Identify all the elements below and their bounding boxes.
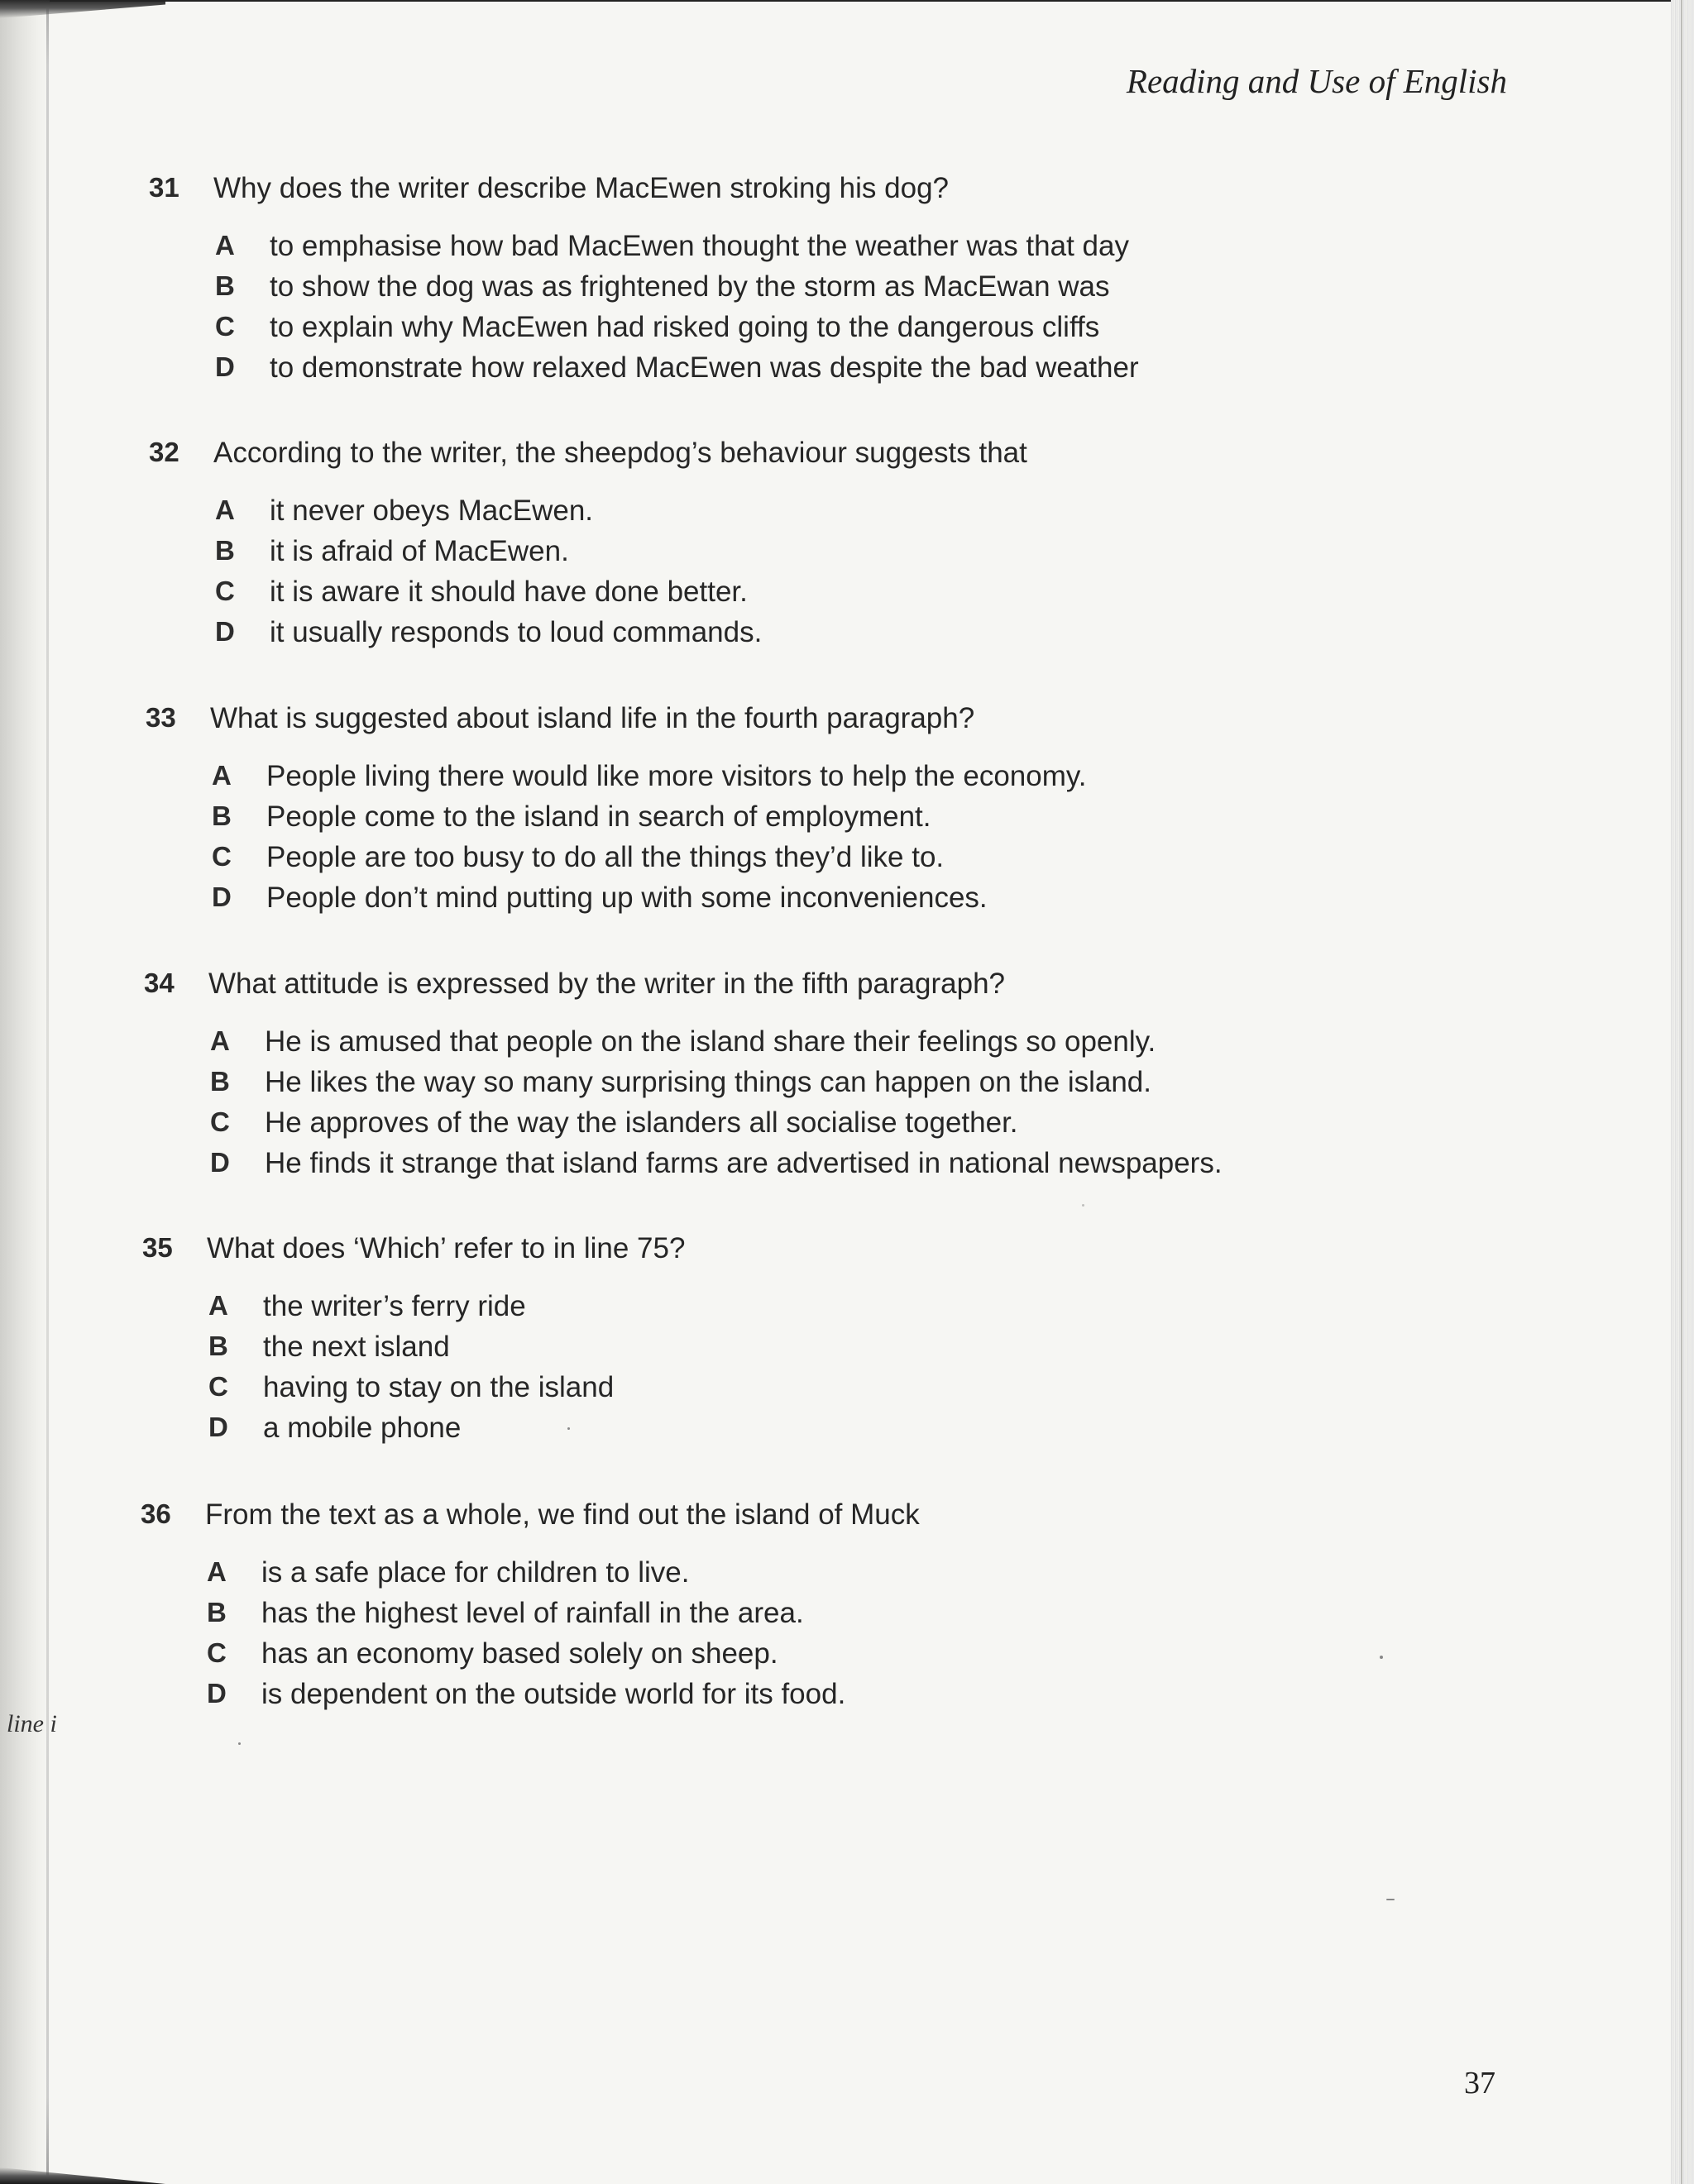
question-text: What does ‘Which’ refer to in line 75?: [207, 1232, 686, 1264]
answer-options: [149, 230, 1431, 392]
question-number: 35: [142, 1232, 173, 1263]
answer-options: [146, 760, 1428, 922]
option-text: has the highest level of rainfall in the area.: [261, 1597, 804, 1629]
option-letter: D: [208, 1412, 228, 1442]
option-letter: B: [210, 1066, 230, 1097]
option-text: has an economy based solely on sheep.: [261, 1637, 778, 1670]
option-c: [146, 841, 1428, 882]
option-text: People don’t mind putting up with some inconveniences.: [266, 882, 988, 914]
option-text: to emphasise how bad MacEwen thought the weather was that day: [270, 230, 1129, 262]
option-a: [149, 495, 1431, 535]
option-text: He approves of the way the islanders all socialise together.: [265, 1106, 1018, 1139]
question-text: Why does the writer describe MacEwen stroking his dog?: [213, 172, 950, 204]
question-text: What is suggested about island life in the fourth paragraph?: [210, 702, 975, 734]
option-text: He is amused that people on the island share their feelings so openly.: [265, 1025, 1156, 1058]
answer-options: [144, 1025, 1426, 1188]
option-letter: D: [215, 351, 235, 382]
question-32: [149, 437, 1431, 657]
option-a: [144, 1025, 1426, 1066]
option-letter: C: [215, 576, 235, 606]
option-text: to explain why MacEwen had risked going to the dangerous cliffs: [270, 311, 1100, 343]
option-b: [141, 1597, 1423, 1637]
option-text: it is aware it should have done better.: [270, 576, 748, 608]
scan-speck: [238, 1742, 241, 1745]
section-header: Reading and Use of English: [1126, 62, 1507, 100]
option-letter: B: [212, 800, 232, 831]
book-spine-shadow: [0, 0, 51, 2184]
option-text: having to stay on the island: [263, 1371, 615, 1403]
option-text: He likes the way so many surprising things can happen on the island.: [265, 1066, 1151, 1098]
answer-options: [149, 495, 1431, 657]
option-text: People come to the island in search of employment.: [266, 800, 931, 833]
question-31: [149, 172, 1431, 392]
option-d: [141, 1678, 1423, 1718]
option-a: [146, 760, 1428, 800]
option-b: [149, 270, 1431, 311]
option-text: is dependent on the outside world for its food.: [261, 1678, 846, 1710]
option-letter: A: [212, 760, 232, 791]
option-a: [142, 1290, 1424, 1331]
scan-corner-top: [0, 0, 165, 18]
answer-options: [142, 1290, 1424, 1452]
option-letter: A: [215, 230, 235, 260]
answer-options: [141, 1556, 1423, 1718]
book-spine-edge: [46, 0, 49, 2184]
question-34: [144, 968, 1426, 1188]
option-letter: C: [215, 311, 235, 342]
option-a: [141, 1556, 1423, 1597]
option-letter: A: [208, 1290, 228, 1321]
option-letter: A: [207, 1556, 227, 1587]
option-c: [144, 1106, 1426, 1147]
option-text: a mobile phone: [263, 1412, 462, 1444]
option-text: it never obeys MacEwen.: [270, 495, 594, 527]
option-letter: B: [215, 535, 235, 566]
option-letter: D: [215, 616, 235, 647]
option-letter: A: [210, 1025, 230, 1056]
option-c: [141, 1637, 1423, 1678]
option-text: the writer’s ferry ride: [263, 1290, 526, 1322]
option-c: [149, 311, 1431, 351]
option-d: [149, 351, 1431, 392]
option-letter: C: [210, 1106, 230, 1137]
question-36: [141, 1498, 1423, 1718]
option-letter: D: [207, 1678, 227, 1708]
option-letter: C: [212, 841, 232, 872]
scan-speck: [1380, 1656, 1383, 1659]
option-text: People living there would like more visitors to help the economy.: [266, 760, 1087, 792]
option-d: [144, 1147, 1426, 1188]
option-c: [142, 1371, 1424, 1412]
option-letter: C: [207, 1637, 227, 1668]
option-text: it is afraid of MacEwen.: [270, 535, 569, 567]
option-d: [142, 1412, 1424, 1452]
option-text: He finds it strange that island farms are advertised in national newspapers.: [265, 1147, 1223, 1179]
option-text: People are too busy to do all the things they’d like to.: [266, 841, 945, 873]
question-number: 36: [141, 1498, 171, 1529]
option-letter: C: [208, 1371, 228, 1402]
question-text: What attitude is expressed by the writer in the fifth paragraph?: [208, 968, 1006, 1000]
scan-speck: [567, 1427, 570, 1430]
option-letter: B: [208, 1331, 228, 1361]
option-letter: B: [215, 270, 235, 301]
option-text: is a safe place for children to live.: [261, 1556, 690, 1589]
page-stack-edge: [1671, 0, 1694, 2184]
question-text: According to the writer, the sheepdog’s behaviour suggests that: [213, 437, 1027, 469]
option-text: the next island: [263, 1331, 450, 1363]
option-letter: B: [207, 1597, 227, 1627]
page-stack-line: [1681, 0, 1682, 2184]
question-33: [146, 702, 1428, 922]
question-number: 31: [149, 172, 179, 203]
option-letter: A: [215, 495, 235, 525]
option-c: [149, 576, 1431, 616]
scan-speck: [1386, 1899, 1395, 1900]
scan-top-edge: [50, 0, 1694, 2]
scan-speck: [1082, 1204, 1084, 1207]
option-letter: D: [212, 882, 232, 912]
page-number: 37: [1464, 2066, 1495, 2100]
option-a: [149, 230, 1431, 270]
question-number: 32: [149, 437, 179, 467]
option-text: it usually responds to loud commands.: [270, 616, 763, 648]
margin-note: line i: [7, 1710, 57, 1737]
option-b: [149, 535, 1431, 576]
option-letter: D: [210, 1147, 230, 1178]
scan-corner-bottom: [0, 2167, 165, 2184]
option-d: [149, 616, 1431, 657]
question-number: 34: [144, 968, 175, 998]
option-text: to demonstrate how relaxed MacEwen was despite the bad weather: [270, 351, 1139, 384]
question-text: From the text as a whole, we find out the island of Muck: [205, 1498, 920, 1531]
question-number: 33: [146, 702, 176, 733]
option-b: [146, 800, 1428, 841]
option-text: to show the dog was as frightened by the storm as MacEwan was: [270, 270, 1110, 303]
option-d: [146, 882, 1428, 922]
option-b: [144, 1066, 1426, 1106]
question-35: [142, 1232, 1424, 1452]
option-b: [142, 1331, 1424, 1371]
